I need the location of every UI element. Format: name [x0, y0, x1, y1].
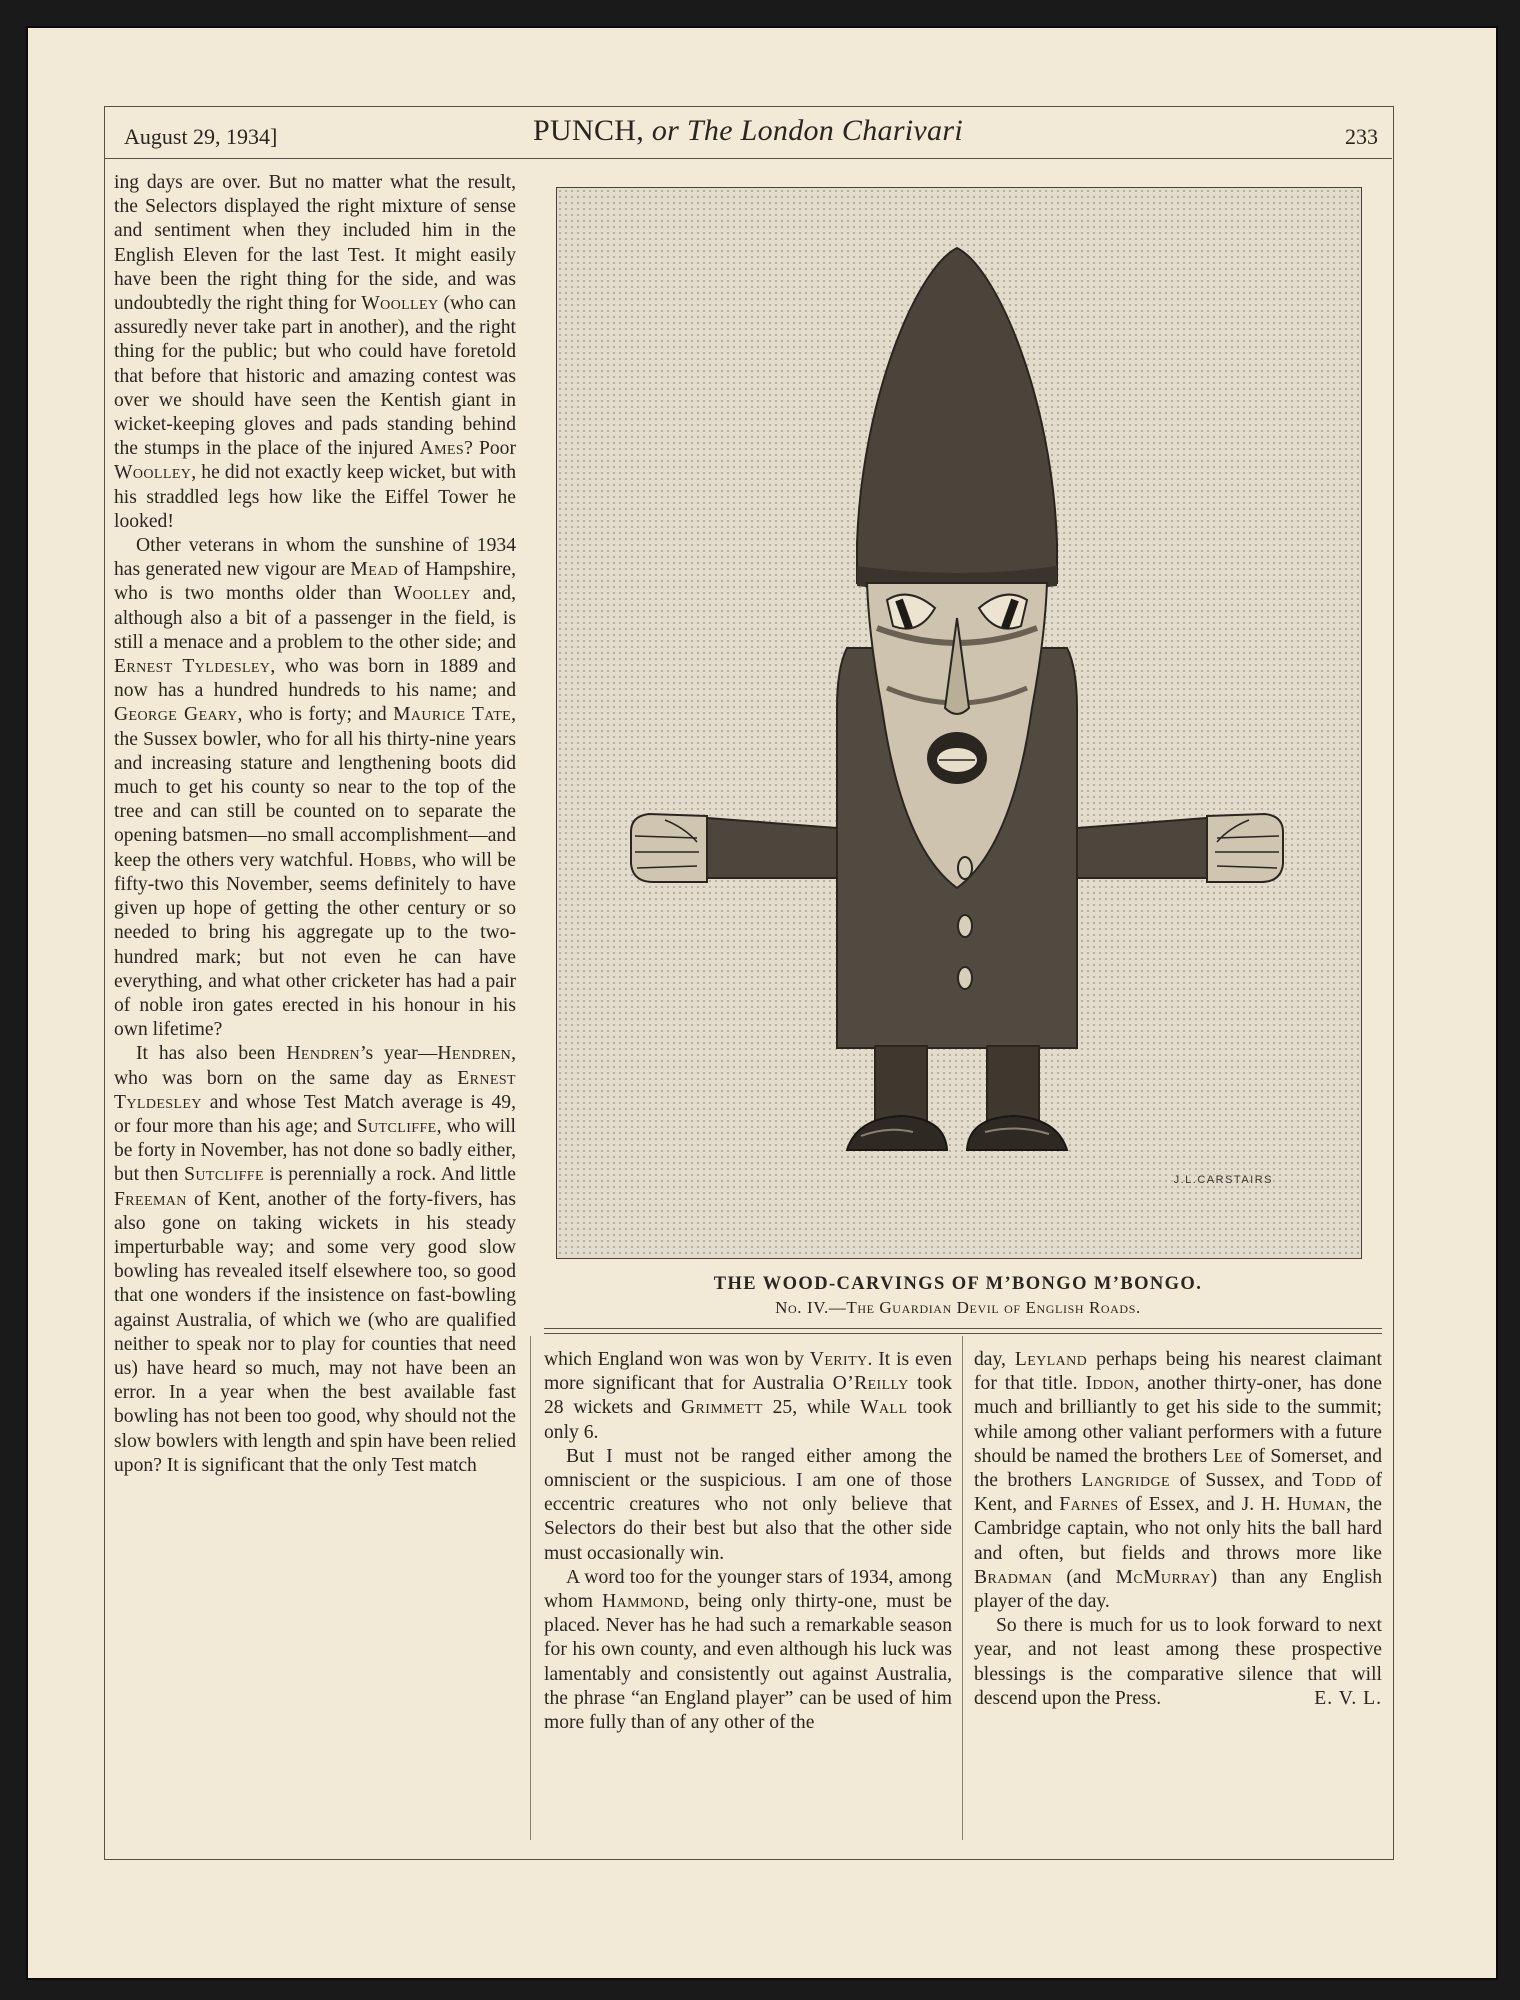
article-column-2	[544, 1348, 952, 1735]
name-langridge: Langridge	[1081, 1470, 1170, 1492]
text-run: is perennially a rock. And little	[263, 1164, 516, 1186]
masthead-punch: PUNCH,	[533, 114, 645, 147]
text-run: of Kent, another of the forty-fivers, has also gone on taking wickets in his steady imperturbable way; and some very good slow bowling has revealed itself elsewhere too, so good that one wonders if the insistence on fast-bowling against Australia, of which we (who are qualified neither to speak nor to play for counties that need us) have heard so much, may not have been an error. In a year when the best available fast bowling has not been too good, why should not the slow bowlers with length and spin have been relied upon? It is significant that the only Test match	[114, 1188, 516, 1476]
text-run: of Sussex, and	[1169, 1470, 1313, 1492]
name-freeman: Freeman	[114, 1188, 187, 1210]
text-run: , who will be forty in November, has not done so badly either, but then	[114, 1115, 517, 1186]
text-run: , who will be fifty-two this November, seems definitely to have given up hope of getting the other century or so needed to bring his aggregate up to the two-hundred mark; but not even he can have everything, and what other cricketer has had a pair of noble iron gates erected in his honour in his own lifetime?	[114, 849, 516, 1041]
name-woolley: Woolley	[393, 583, 471, 605]
text-run: , who was born in 1889 and now has a hundred hundreds to his name; and	[114, 656, 517, 702]
text-run: A word too for the younger stars of 1934, among whom	[544, 1566, 952, 1613]
name-iddon: Iddon	[1085, 1373, 1135, 1395]
name-wall: Wall	[860, 1397, 908, 1419]
name-geary: George Geary	[114, 704, 238, 726]
name-hobbs: Hobbs	[358, 849, 412, 871]
name-woolley: Woolley	[114, 462, 192, 484]
text-run: It has also been	[136, 1043, 287, 1065]
masthead-subtitle: or The London Charivari	[651, 114, 963, 147]
paragraph	[114, 534, 516, 1042]
paragraph	[114, 171, 516, 534]
paragraph: But I must not be ranged either among the omniscient or the suspicious. I am one of those eccentric creatures who not only believe that Selectors do their best but also that the other side must occasionally win.	[544, 1445, 952, 1564]
text-run: of Kent, and	[974, 1470, 1382, 1516]
text-run: . It is even more significant that for Australia	[544, 1349, 952, 1395]
author-initials: E. V. L.	[1314, 1687, 1382, 1709]
name-ames: Ames	[419, 438, 465, 460]
section-rule	[544, 1333, 1382, 1334]
text-run: 25, while	[762, 1397, 861, 1419]
guardian-devil-figure	[557, 188, 1361, 1258]
paragraph	[114, 1042, 516, 1478]
text-run: , who is forty; and	[237, 704, 394, 726]
name-todd: Todd	[1312, 1470, 1357, 1492]
text-run: ’s year—	[360, 1043, 438, 1065]
name-mcmurray: McMurray	[1115, 1566, 1211, 1588]
name-oreilly: O’Reilly	[832, 1373, 909, 1395]
text-run: took 28 wickets and	[544, 1373, 952, 1419]
name-bradman: Bradman	[974, 1566, 1053, 1588]
paragraph	[544, 1566, 952, 1735]
text-run: ) than any English player of the day.	[974, 1566, 1382, 1613]
name-hammond: Hammond	[602, 1591, 685, 1613]
article-column-1	[114, 171, 516, 1478]
name-grimmett: Grimmett	[680, 1397, 763, 1419]
text-run: day,	[974, 1349, 1015, 1370]
name-tyldesley: Ernest Tyldesley	[114, 656, 271, 678]
column-divider	[530, 1336, 531, 1840]
text-run: of Hampshire, who is two months older than	[114, 559, 516, 605]
article-column-3	[974, 1348, 1382, 1711]
name-human: Human	[1287, 1494, 1347, 1516]
text-run: perhaps being his nearest claimant for that title.	[974, 1349, 1382, 1395]
name-sutcliffe: Sutcliffe	[184, 1164, 264, 1186]
name-woolley: Woolley	[361, 293, 439, 315]
name-lee: Lee	[1212, 1445, 1243, 1467]
text-run: , he did not exactly keep wicket, but with his straddled legs how like the Eiffel Tower he looked!	[114, 462, 516, 532]
text-run: and whose Test Match average is 49, or four more than his age; and	[114, 1091, 516, 1137]
wood-carving-illustration	[556, 187, 1362, 1259]
paragraph	[544, 1348, 952, 1445]
text-run: , being only thirty-one, must be placed. Never has he had such a remarkable season for his own county, and even although his luck was lamentably and consistently out against Australia, the phrase “an England player” can be used of him more fully than of any other of the	[544, 1591, 952, 1734]
running-header	[104, 112, 1392, 159]
masthead-title	[104, 114, 1392, 148]
text-run: and, although also a bit of a passenger in the field, is still a menace and a problem to the other side; and	[114, 583, 516, 653]
text-run: (who can assuredly never take part in another), and the right thing for the public; but who could have foretold that before that historic and amazing contest was over we should have seen the Kentish giant in wicket-keeping gloves and pads standing behind the stumps in the place of the injured	[114, 293, 516, 460]
text-run: , the Cambridge captain, who not only hits the ball hard and often, but fields and throws more like	[974, 1494, 1383, 1564]
artist-signature: J.L.CARSTAIRS	[1173, 1174, 1273, 1186]
text-run: (and	[1052, 1566, 1116, 1588]
text-run: Other veterans in whom the sunshine of 1934 has generated new vigour are	[114, 535, 516, 581]
text-run: of Somerset, and the brothers	[974, 1445, 1382, 1492]
text-run: ing days are over. But no matter what the result, the Selectors displayed the right mixture of sense and sentiment when they included him in the English Eleven for the last Test. It might easily have been the right thing for the side, and was undoubtedly the right thing for	[114, 172, 516, 315]
name-tate: Maurice Tate	[393, 704, 512, 726]
name-verity: Verity	[809, 1349, 868, 1370]
name-tyldesley: Ernest Tyldesley	[114, 1067, 516, 1113]
name-sutcliffe: Sutcliffe	[356, 1115, 437, 1137]
text-run: which England won was won by	[544, 1349, 810, 1370]
page-number: 233	[1345, 124, 1378, 149]
paragraph	[974, 1614, 1382, 1711]
text-run: of Essex, and J. H.	[1118, 1494, 1288, 1516]
name-mead: Mead	[350, 559, 399, 581]
text-run: So there is much for us to look forward to next year, and not least among these prospective blessings is the comparative silence that will descend upon the Press.	[974, 1615, 1382, 1709]
illustration-subcaption: No. IV.—The Guardian Devil of English Roads.	[775, 1298, 1141, 1317]
issue-date: August 29, 1934]	[124, 124, 278, 149]
illustration-caption: THE WOOD-CARVINGS OF M’BONGO M’BONGO.	[713, 1274, 1203, 1294]
text-run: , who was born on the same day as	[114, 1043, 517, 1089]
text-run: ? Poor	[464, 438, 516, 460]
name-hendren: Hendren	[437, 1043, 512, 1065]
name-hendren: Hendren	[286, 1043, 361, 1065]
column-divider	[962, 1336, 963, 1840]
paragraph	[974, 1348, 1382, 1614]
name-leyland: Leyland	[1014, 1349, 1088, 1370]
name-farnes: Farnes	[1059, 1494, 1119, 1516]
text-run: , the Sussex bowler, who for all his thirty-nine years and increasing stature and lengthening boots did much to get his county so near to the top of the tree and can still be counted on to separate the opening batsmen—no small accomplishment—and keep the others very watchful.	[114, 704, 516, 871]
text-run: took only 6.	[544, 1397, 953, 1443]
text-run: , another thirty-oner, has done much and brilliantly to get his side to the summit; while among other valiant performers with a future should be named the brothers	[974, 1373, 1383, 1467]
section-rule	[544, 1328, 1382, 1329]
